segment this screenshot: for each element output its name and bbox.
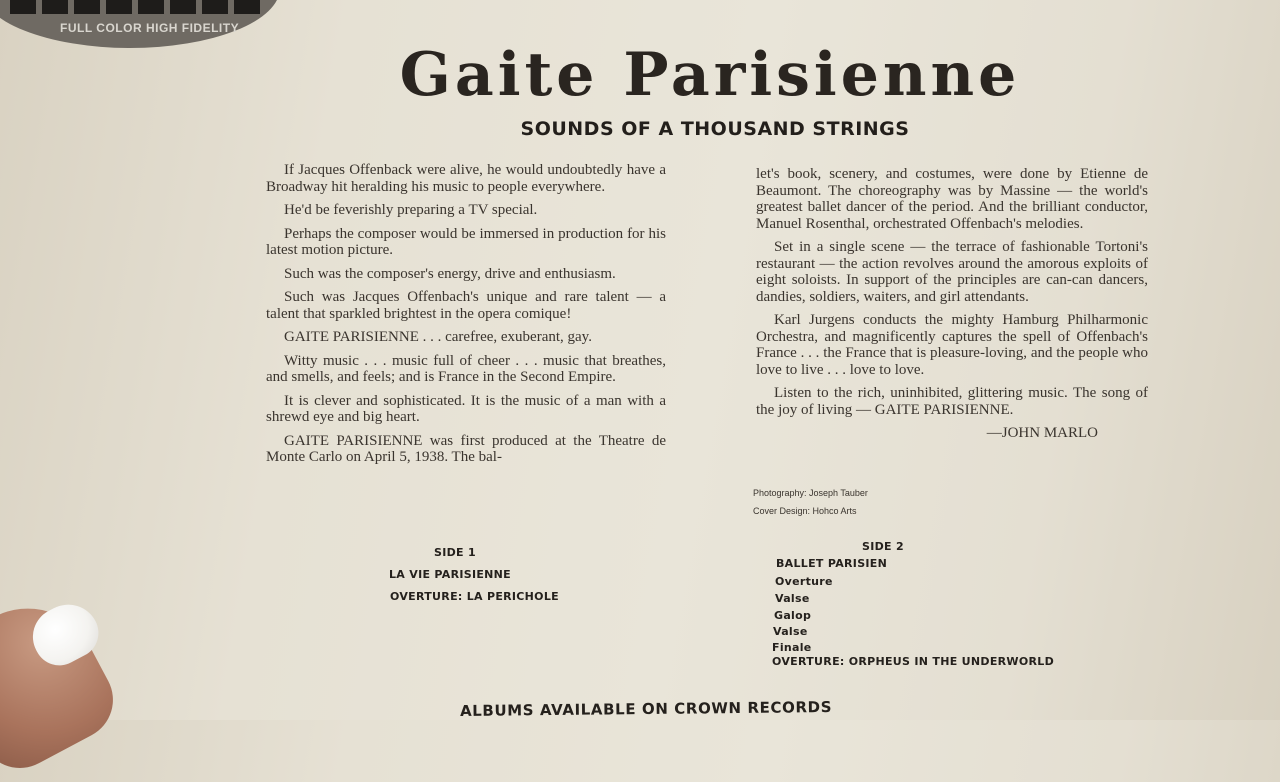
side1-track: OVERTURE: LA PERICHOLE [390,590,559,603]
liner-notes-left [266,162,666,473]
side2-track: BALLET PARISIEN [776,557,888,570]
badge-text: FULL COLOR HIGH FIDELITY [60,21,240,35]
liner-paragraph: Perhaps the composer would be immersed in production for his latest motion picture. [266,225,666,258]
side1-track: LA VIE PARISIENNE [389,568,511,581]
side1-heading: SIDE 1 [434,546,476,559]
side2-track: OVERTURE: ORPHEUS IN THE UNDERWORLD [772,655,1055,668]
liner-paragraph: Witty music . . . music full of cheer . . . music that breathes, and smells, and feels; and is France in the Second Empire. [266,352,666,385]
side2-track: Overture [775,575,833,588]
side2-track: Galop [774,609,812,622]
liner-paragraph: Such was the composer's energy, drive and enthusiasm. [284,265,616,282]
liner-paragraph: He'd be feverishly preparing a TV special. [284,202,538,218]
liner-paragraph: Listen to the rich, uninhibited, glittering music. The song of the joy of living — GAITE PARISIENNE. [756,385,1148,418]
side2-heading: SIDE 2 [862,540,904,553]
liner-notes-right [756,166,1148,442]
side2-track: Valse [775,592,810,605]
badge-stripes [10,0,260,14]
liner-paragraph: Set in a single scene — the terrace of fashionable Tortoni's restaurant — the action revolves around the amorous exploits of eight soloists. In support of the principles are can-can dancers, dandies, soldiers, waiters, and girl attendants. [756,239,1148,305]
side2-track: Finale [772,641,812,654]
album-subtitle: SOUNDS OF A THOUSAND STRINGS [520,118,910,140]
liner-paragraph: GAITE PARISIENNE was first produced at the Theatre de Monte Carlo on April 5, 1938. The bal- [266,432,666,465]
liner-paragraph: Such was Jacques Offenbach's unique and rare talent — a talent that sparkled brightest in the opera comique! [266,289,666,322]
side2-track: Valse [773,625,808,638]
liner-paragraph: If Jacques Offenback were alive, he would undoubtedly have a Broadway hit heralding his music to people everywhere. [266,162,666,195]
album-title: Gaite Parisienne [399,40,1021,110]
liner-paragraph: Karl Jurgens conducts the mighty Hamburg Philharmonic Orchestra, and magnificently captures the spell of Offenbach's France . . . the France that is pleasure-loving, and the people who love to live . . . love to love. [756,312,1148,378]
footer-text: ALBUMS AVAILABLE ON CROWN RECORDS [459,698,833,720]
liner-paragraph: It is clever and sophisticated. It is the music of a man with a shrewd eye and big heart. [266,392,666,425]
liner-paragraph: GAITE PARISIENNE . . . carefree, exuberant, gay. [284,329,592,345]
author-signature: —JOHN MARLO [986,425,1098,441]
liner-paragraph: let's book, scenery, and costumes, were done by Etienne de Beaumont. The choreography was by Massine — the world's greatest ballet dancer of the period. And the brilliant conductor, Manuel Rosenthal, orchestrated Offenbach's melodies. [756,166,1148,232]
photography-credit: Photography: Joseph Tauber [753,488,868,498]
cover-design-credit: Cover Design: Hohco Arts [753,506,857,516]
